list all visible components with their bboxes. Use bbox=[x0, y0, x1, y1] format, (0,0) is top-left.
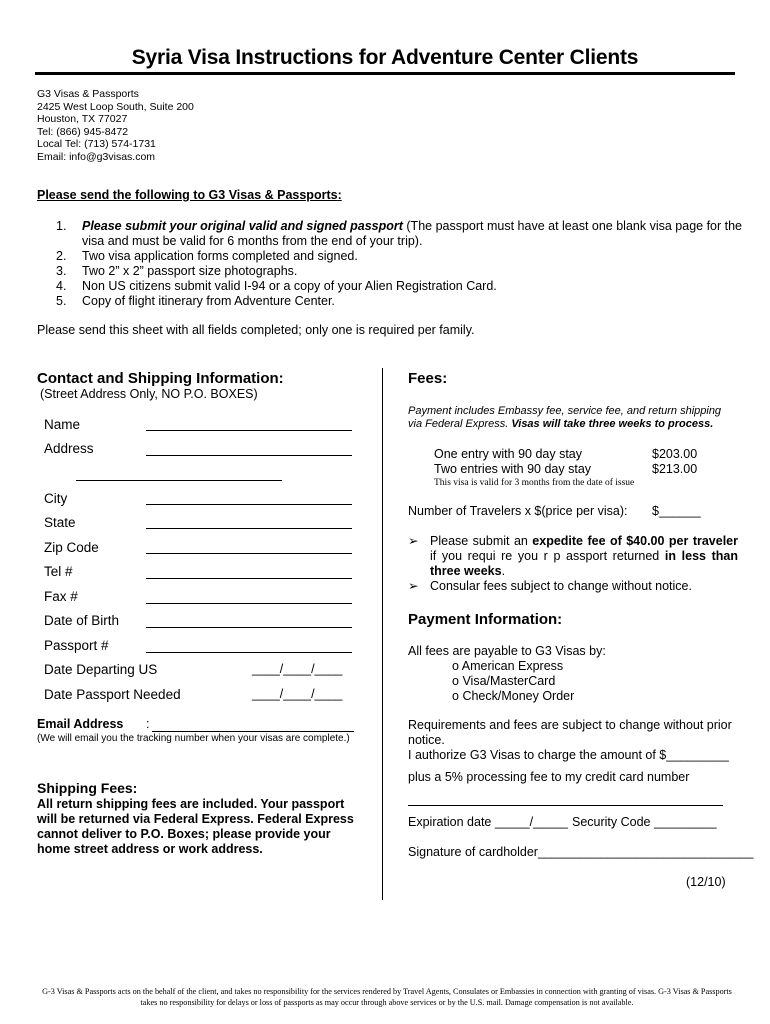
email-field[interactable] bbox=[152, 731, 354, 732]
list-item-text: Two visa application forms completed and signed. bbox=[82, 249, 358, 263]
list-number: 3. bbox=[56, 264, 67, 278]
passport-label: Passport # bbox=[44, 638, 109, 653]
company-tel: Tel: (866) 945-8472 bbox=[37, 125, 129, 138]
check-option[interactable] bbox=[452, 689, 574, 704]
list-number: 4. bbox=[56, 279, 67, 293]
consular-text: Consular fees subject to change without notice. bbox=[430, 579, 692, 593]
amex-option[interactable] bbox=[452, 659, 563, 674]
send-heading bbox=[37, 188, 342, 202]
requirements-list bbox=[56, 219, 746, 309]
travelers-field[interactable]: $______ bbox=[652, 504, 701, 518]
zip-label: Zip Code bbox=[44, 540, 99, 555]
fee-row-1-label: One entry with 90 day stay bbox=[434, 447, 582, 461]
expedite-bullet bbox=[408, 534, 738, 579]
fee-row-2-price: $213.00 bbox=[652, 462, 698, 476]
shipping-heading: Shipping Fees: bbox=[37, 780, 138, 796]
expedite-text bbox=[408, 534, 738, 579]
city-label: City bbox=[44, 491, 68, 506]
company-city: Houston, TX 77027 bbox=[37, 113, 128, 126]
tel-label: Tel # bbox=[44, 564, 73, 579]
amex-label: American Express bbox=[461, 659, 564, 673]
needed-label: Date Passport Needed bbox=[44, 687, 181, 702]
send-heading-text: Please send the following to G3 Visas & Passports bbox=[37, 188, 338, 202]
list-item bbox=[56, 279, 746, 294]
list-item bbox=[56, 264, 746, 279]
authorize-text: I authorize G3 Visas to charge the amount of $_________ bbox=[408, 748, 729, 762]
list-item-text: Copy of flight itinerary from Adventure Center. bbox=[82, 294, 335, 308]
shipping-text: All return shipping fees are included. Your passport will be returned via Federal Express. Federal Express cannot deliver to P.O. Boxes; please provide your home street address or work address. bbox=[37, 797, 354, 856]
expedite-fee: expedite fee of $40.00 per traveler bbox=[532, 534, 738, 548]
address-field-2[interactable] bbox=[76, 480, 282, 481]
fees-note bbox=[408, 405, 738, 431]
zip-field[interactable] bbox=[146, 553, 352, 554]
send-note: Please send this sheet with all fields completed; only one is required per family. bbox=[37, 323, 475, 337]
visa-mastercard-label: Visa/MasterCard bbox=[462, 674, 556, 688]
list-item-text: Two 2” x 2” passport size photographs. bbox=[82, 264, 298, 278]
visa-mastercard-option[interactable] bbox=[452, 674, 555, 689]
address-field[interactable] bbox=[146, 455, 352, 456]
contact-heading: Contact and Shipping Information: bbox=[37, 370, 284, 387]
expedite-text-a: Please submit an bbox=[430, 534, 533, 548]
fax-field[interactable] bbox=[146, 603, 352, 604]
fax-label: Fax # bbox=[44, 589, 78, 604]
needed-date-field[interactable]: ____/____/____ bbox=[252, 687, 343, 701]
check-label: Check/Money Order bbox=[462, 689, 575, 703]
fees-note-bold: Visas will take three weeks to process. bbox=[511, 418, 714, 430]
title-rule bbox=[35, 72, 735, 75]
state-label: State bbox=[44, 515, 76, 530]
list-item bbox=[56, 249, 746, 264]
contact-subheading: (Street Address Only, NO P.O. BOXES) bbox=[40, 387, 258, 401]
list-item bbox=[56, 219, 746, 249]
send-heading-colon: : bbox=[337, 188, 342, 202]
footer-disclaimer: G-3 Visas & Passports acts on the behalf of the client, and takes no responsibility for the services rendered by Travel Agents, Consulates or Embassies in connection with granting of visas. G-3 Visas & Passports takes no responsibility for delays or loss of passports as may occur through above services or by the U.S. mail. Damage compensation is not available. bbox=[42, 987, 732, 1007]
consular-bullet bbox=[408, 579, 738, 594]
fee-row-1-price: $203.00 bbox=[652, 447, 698, 461]
list-item bbox=[56, 294, 746, 309]
signature-field[interactable]: Signature of cardholder_______________________________ bbox=[408, 845, 754, 859]
expedite-time: in less than three weeks bbox=[430, 549, 738, 578]
expedite-end: . bbox=[501, 564, 506, 578]
company-local-tel: Local Tel: (713) 574-1731 bbox=[37, 138, 156, 151]
state-field[interactable] bbox=[146, 528, 352, 529]
departing-date-field[interactable]: ____/____/____ bbox=[252, 662, 343, 676]
circle-option-icon: o bbox=[452, 674, 459, 688]
circle-option-icon: o bbox=[452, 689, 459, 703]
circle-option-icon: o bbox=[452, 659, 459, 673]
list-item-text: Non US citizens submit valid I-94 or a copy of your Alien Registration Card. bbox=[82, 279, 497, 293]
expedite-text-b: if you requi re you r p assport returned bbox=[430, 549, 665, 563]
list-number: 5. bbox=[56, 294, 67, 308]
travelers-label: Number of Travelers x $(price per visa): bbox=[408, 504, 628, 518]
dob-label: Date of Birth bbox=[44, 613, 120, 628]
list-item-bold: Please submit your original valid and signed passport bbox=[82, 219, 403, 233]
payable-text: All fees are payable to G3 Visas by: bbox=[408, 644, 606, 658]
requirements-notice: Requirements and fees are subject to change without prior notice. bbox=[408, 718, 732, 747]
passport-field[interactable] bbox=[146, 652, 352, 653]
fees-note-text: Payment includes Embassy fee, service fee, and return shipping via Federal Express. bbox=[408, 405, 722, 430]
fee-row-2-label: Two entries with 90 day stay bbox=[434, 462, 592, 476]
dob-field[interactable] bbox=[146, 627, 352, 628]
arrow-bullet-icon: ➢ bbox=[408, 534, 419, 548]
departing-label: Date Departing US bbox=[44, 662, 158, 677]
name-label: Name bbox=[44, 417, 81, 432]
list-item-text: (The passport must have at least one blank visa page for the visa and must be valid for 6 months from the end of your trip). bbox=[82, 219, 743, 248]
company-name: G3 Visas & Passports bbox=[37, 88, 139, 100]
email-label: Email Address bbox=[37, 717, 124, 731]
form-date-code: (12/10) bbox=[686, 875, 726, 889]
name-field[interactable] bbox=[146, 430, 352, 431]
security-code-field[interactable]: Security Code _________ bbox=[572, 815, 717, 829]
address-label: Address bbox=[44, 441, 94, 456]
fees-heading: Fees: bbox=[408, 370, 448, 387]
card-number-field[interactable] bbox=[408, 805, 723, 806]
company-street: 2425 West Loop South, Suite 200 bbox=[37, 100, 194, 113]
email-note: (We will email you the tracking number when your visas are complete.) bbox=[37, 733, 350, 744]
validity-note: This visa is valid for 3 months from the date of issue bbox=[434, 478, 635, 488]
list-number: 2. bbox=[56, 249, 67, 263]
company-address bbox=[37, 88, 194, 164]
payment-heading: Payment Information: bbox=[408, 611, 563, 628]
arrow-bullet-icon: ➢ bbox=[408, 579, 419, 593]
list-number: 1. bbox=[56, 219, 67, 233]
company-email: Email: info@g3visas.com bbox=[37, 150, 156, 163]
tel-field[interactable] bbox=[146, 578, 352, 579]
email-colon: : bbox=[146, 717, 150, 731]
expiration-field[interactable]: Expiration date _____/_____ bbox=[408, 815, 568, 829]
processing-fee-text: plus a 5% processing fee to my credit card number bbox=[408, 770, 690, 784]
page-title: Syria Visa Instructions for Adventure Center Clients bbox=[131, 46, 639, 69]
city-field[interactable] bbox=[146, 504, 352, 505]
column-divider bbox=[382, 368, 383, 900]
